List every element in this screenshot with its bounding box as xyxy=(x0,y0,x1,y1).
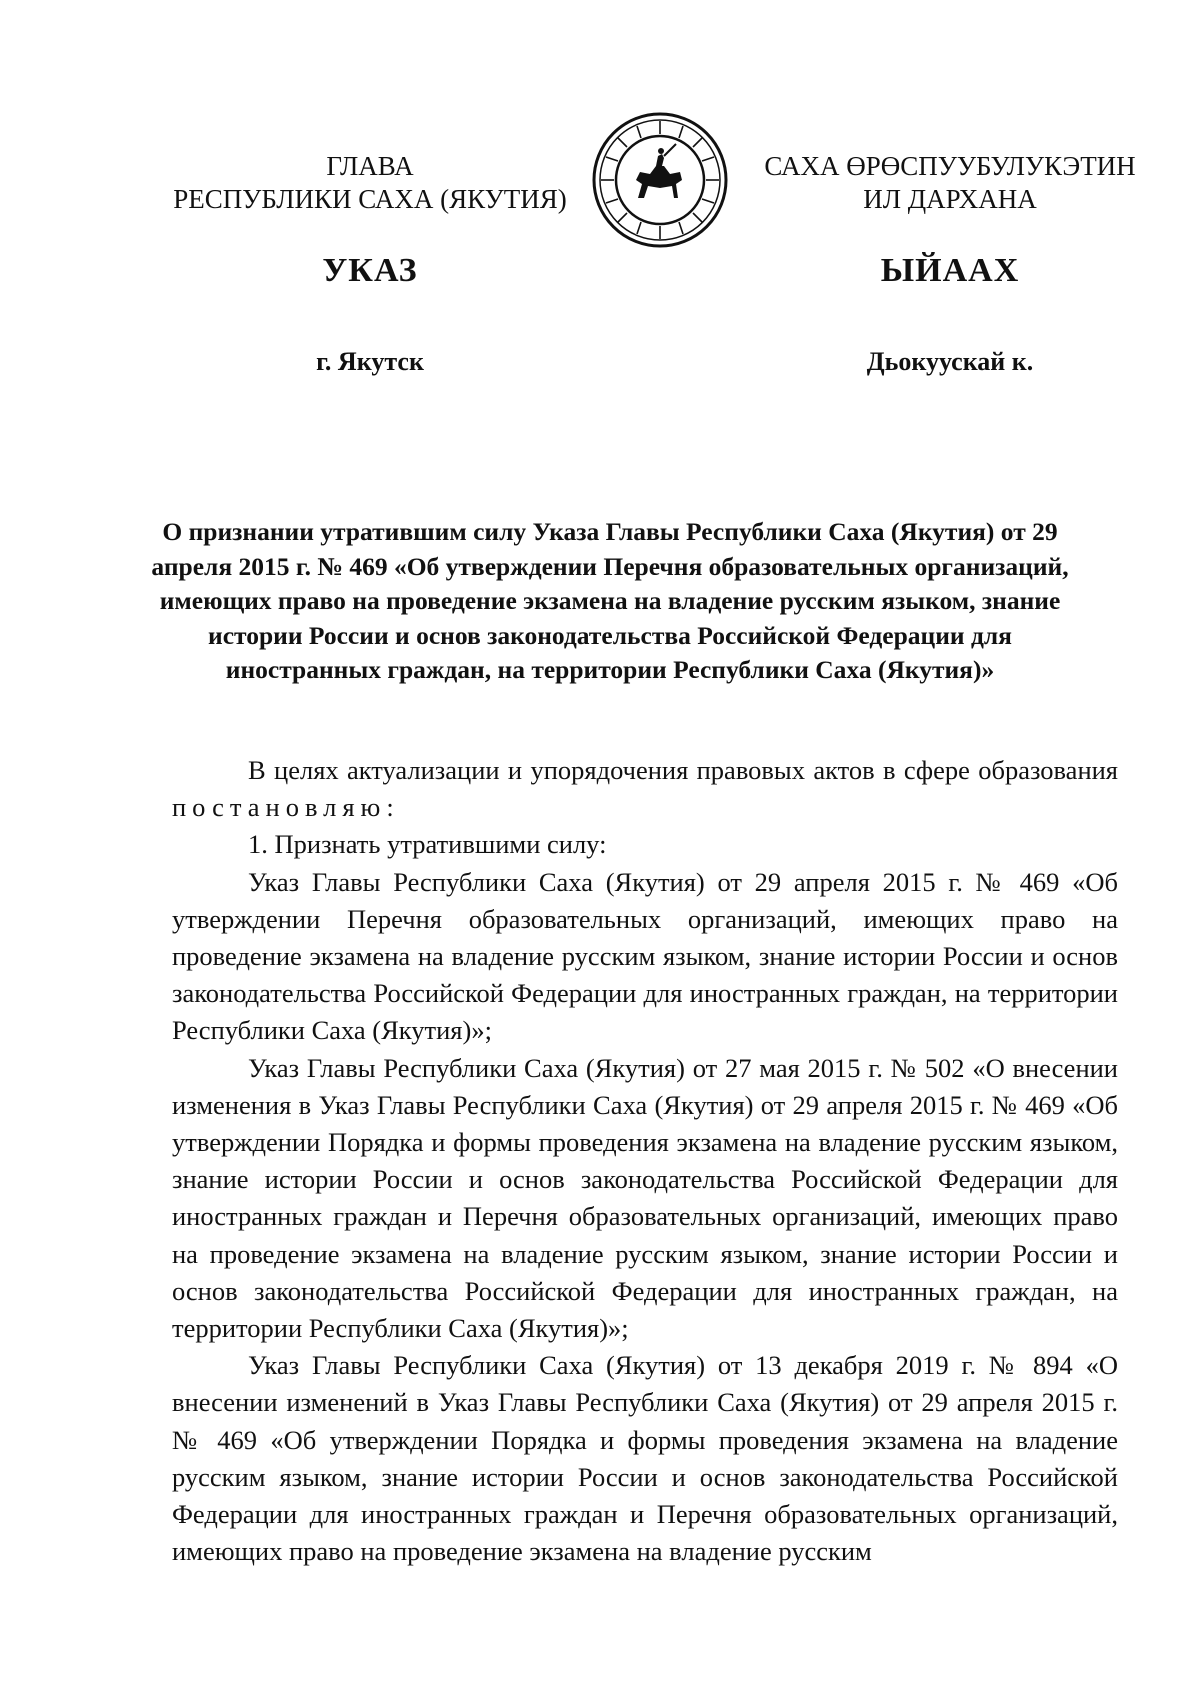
issuer-sakha-line1: САХА ӨРӨСПУУБУЛУКЭТИН xyxy=(764,151,1136,181)
decree-heading: О признании утратившим силу Указа Главы Республики Саха (Якутия) от 29 апреля 2015 г. № 469 «Об утверждении Перечня образовательных организаций, имеющих право на проведение экзамена на владение русским языком, знание истории России и основ законодательства Российской Федерации для иностранных граждан, на территории Республики Саха (Якутия)» xyxy=(151,517,1069,684)
sakha-coat-of-arms-icon xyxy=(590,110,730,250)
issuer-ru-line1: ГЛАВА xyxy=(326,151,414,181)
item-1: 1. Признать утратившими силу: xyxy=(248,829,607,860)
issuer-sakha xyxy=(750,150,1150,216)
repealed-decree-1: Указ Главы Республики Саха (Якутия) от 29 апреля 2015 г. № 469 «Об утверждении Перечня образовательных организаций, имеющих право на проведение экзамена на владение русским языком, знание истории России и основ законодательства Российской Федерации для иностранных граждан, на территории Республики Саха (Якутия)»; xyxy=(172,866,1118,1046)
issuer-sakha-line2: ИЛ ДАРХАНА xyxy=(863,184,1037,214)
intro-paragraph xyxy=(172,752,1118,826)
repealed-decree-3: Указ Главы Республики Саха (Якутия) от 13 декабря 2019 г. № 894 «О внесении изменений в Указ Главы Республики Саха (Якутия) от 29 апреля 2015 г. № 469 «Об утверждении Порядка и формы проведения экзамена на владение русским языком, знание истории России и основ законодательства Российской Федерации для иностранных граждан и Перечня образовательных организаций, имеющих право на проведение экзамена на владение русским xyxy=(172,1350,1118,1567)
decree-title-sakha: ЫЙААХ xyxy=(880,252,1020,289)
decree-title-ru: УКАЗ xyxy=(322,252,418,289)
repealed-decree-2: Указ Главы Республики Саха (Якутия) от 27 мая 2015 г. № 502 «О внесении изменения в Указ Главы Республики Саха (Якутия) от 29 апреля 2015 г. № 469 «Об утверждении Порядка и формы проведения экзамена на владение русским языком, знание истории России и основ законодательства Российской Федерации для иностранных граждан и Перечня образовательных организаций, имеющих право на проведение экзамена на владение русским языком, знание истории России и основ законодательства Российской Федерации для иностранных граждан, на территории Республики Саха (Якутия)»; xyxy=(172,1052,1118,1344)
issuer-ru-line2: РЕСПУБЛИКИ САХА (ЯКУТИЯ) xyxy=(173,184,567,214)
issuer-ru xyxy=(170,150,570,216)
city-sakha: Дьокуускай к. xyxy=(866,347,1034,376)
resolve-word: постановляю: xyxy=(172,792,400,823)
city-ru: г. Якутск xyxy=(316,347,424,376)
intro-text: В целях актуализации и упорядочения правовых актов в сфере образования xyxy=(248,755,1118,785)
decree-body xyxy=(172,752,1118,1570)
